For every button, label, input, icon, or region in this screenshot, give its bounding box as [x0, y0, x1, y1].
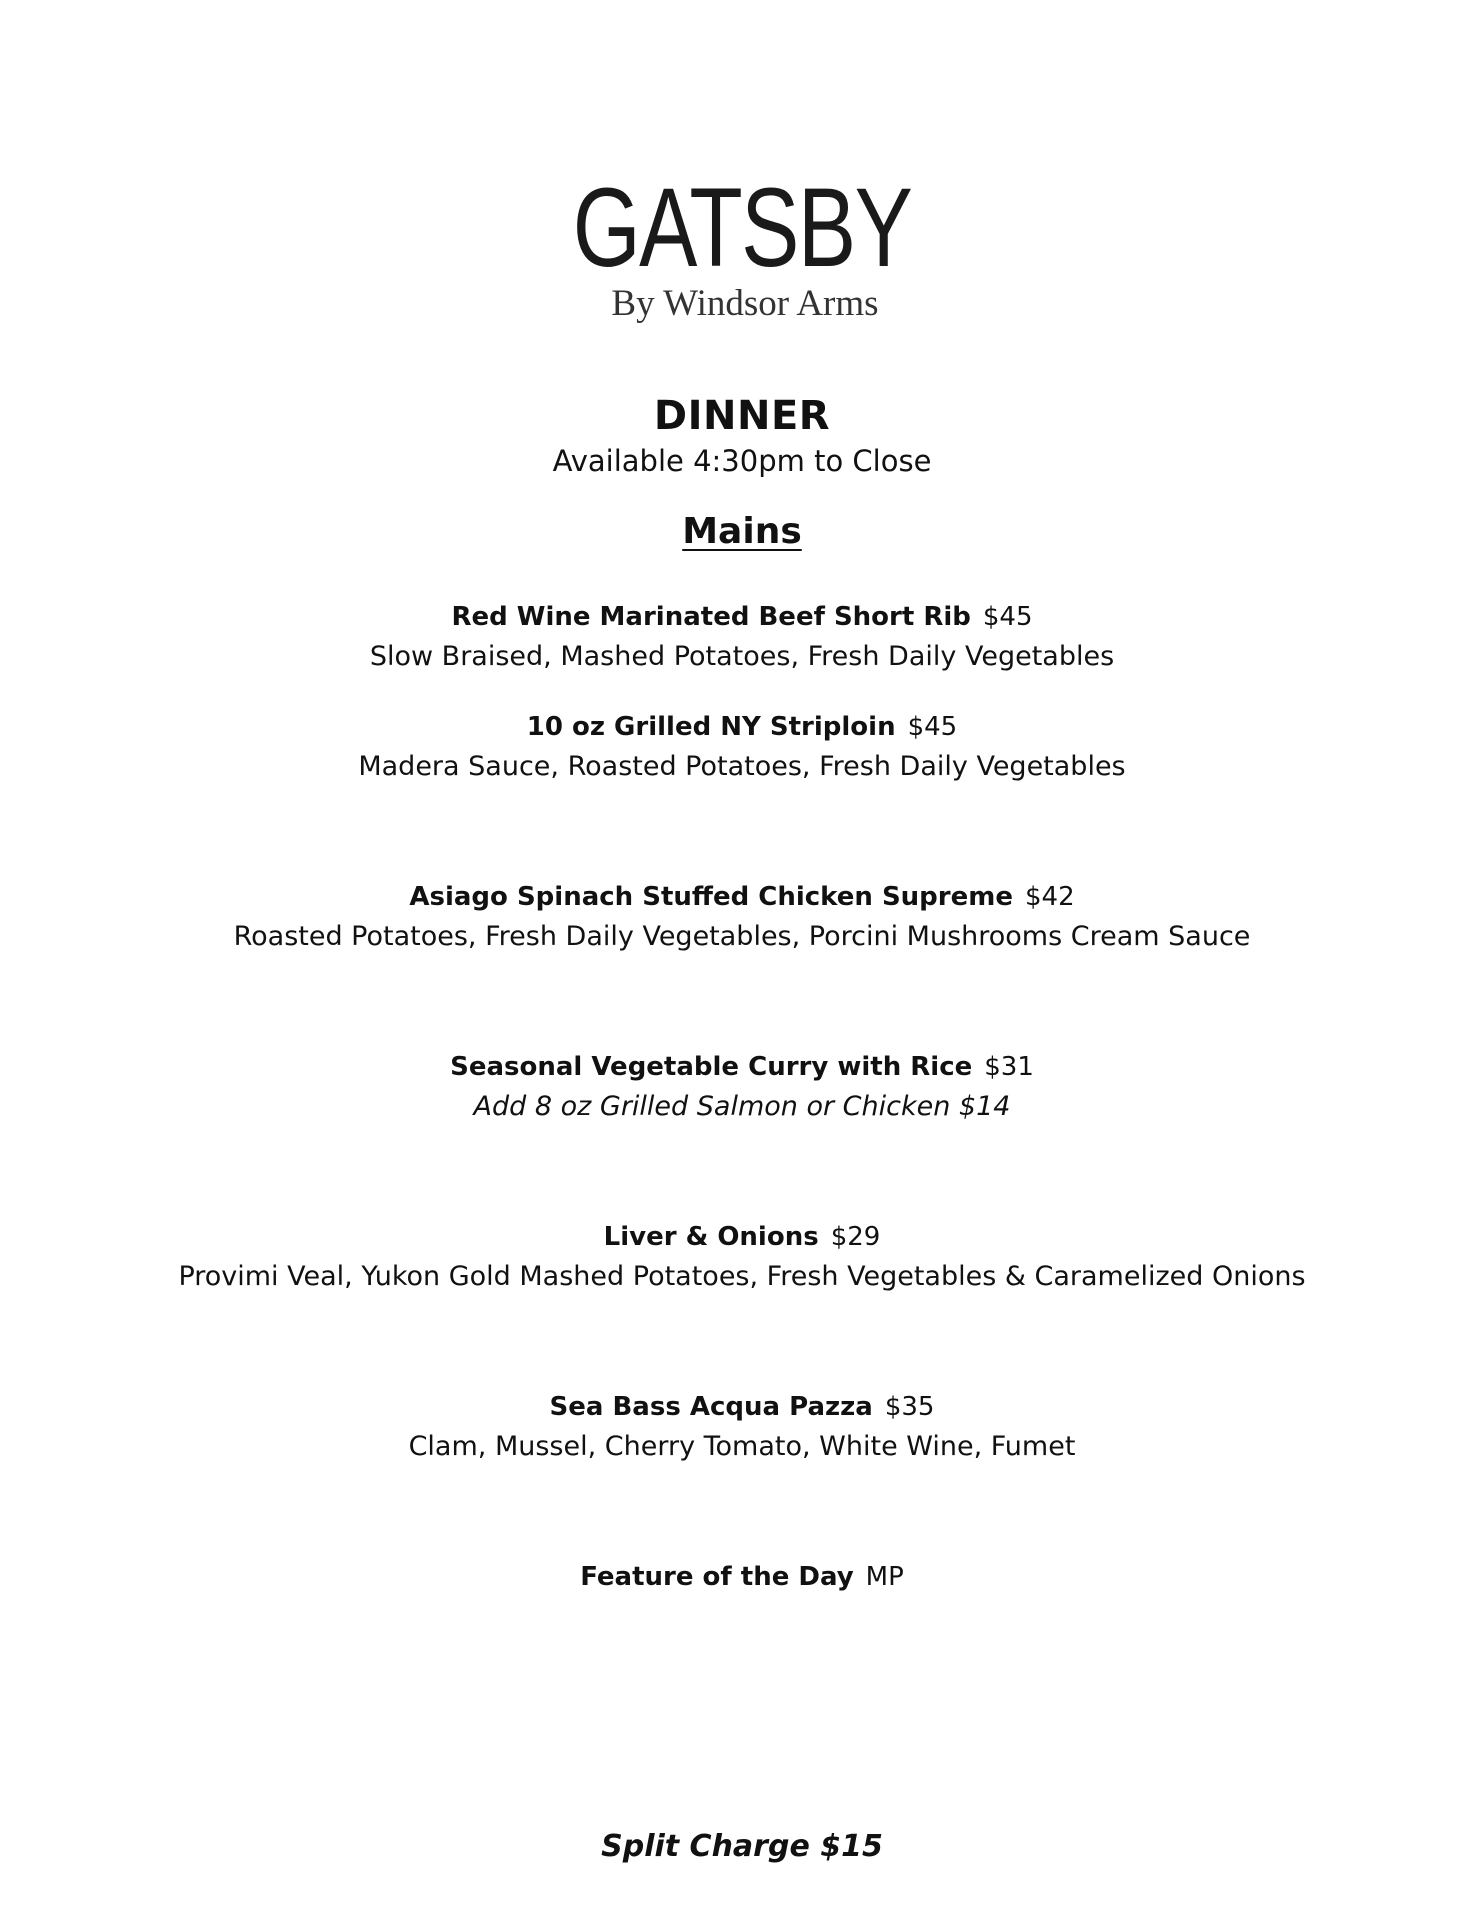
dish-name: Red Wine Marinated Beef Short Rib — [451, 602, 971, 632]
dish-price: $42 — [1024, 882, 1075, 912]
dish-name: Liver & Onions — [603, 1222, 819, 1252]
dish-name-line — [0, 1050, 1484, 1084]
dish-price: $45 — [907, 712, 958, 742]
dish-description: Clam, Mussel, Cherry Tomato, White Wine, Fumet — [408, 1431, 1076, 1462]
dish-price: $31 — [984, 1052, 1034, 1082]
availability-text: Available 4:30pm to Close — [552, 444, 932, 478]
dish-name: Seasonal Vegetable Curry with Rice — [450, 1052, 973, 1082]
dish-name: 10 oz Grilled NY Striploin — [526, 712, 896, 742]
dish-description: Provimi Veal, Yukon Gold Mashed Potatoes, Fresh Vegetables & Caramelized Onions — [178, 1261, 1306, 1292]
logo-subtitle: By Windsor Arms — [611, 283, 879, 324]
dish-addon: Add 8 oz Grilled Salmon or Chicken $14 — [473, 1091, 1011, 1122]
section-title-mains: Mains — [682, 511, 802, 552]
dish-price: $29 — [830, 1222, 881, 1252]
dish-price: MP — [865, 1562, 904, 1592]
dish-name-line — [0, 880, 1484, 914]
dish-name: Feature of the Day — [580, 1562, 854, 1592]
dish-name-line — [0, 710, 1484, 744]
dish-name: Asiago Spinach Stuffed Chicken Supreme — [409, 882, 1013, 912]
dish-name-line — [0, 1560, 1484, 1594]
dish-name-line — [0, 600, 1484, 634]
dish-name: Sea Bass Acqua Pazza — [549, 1392, 873, 1422]
dish-description: Madera Sauce, Roasted Potatoes, Fresh Daily Vegetables — [358, 751, 1126, 782]
dish-price: $35 — [884, 1392, 935, 1422]
dish-name-line — [0, 1390, 1484, 1424]
dish-description: Roasted Potatoes, Fresh Daily Vegetables, Porcini Mushrooms Cream Sauce — [233, 921, 1251, 952]
menu-title: DINNER — [653, 393, 831, 439]
split-charge: Split Charge $15 — [601, 1829, 883, 1864]
dish-price: $45 — [982, 602, 1033, 632]
logo — [0, 165, 1484, 324]
logo-wordmark: GATSBY — [572, 165, 912, 290]
dish-description: Slow Braised, Mashed Potatoes, Fresh Daily Vegetables — [369, 641, 1115, 672]
dish-name-line — [0, 1220, 1484, 1254]
